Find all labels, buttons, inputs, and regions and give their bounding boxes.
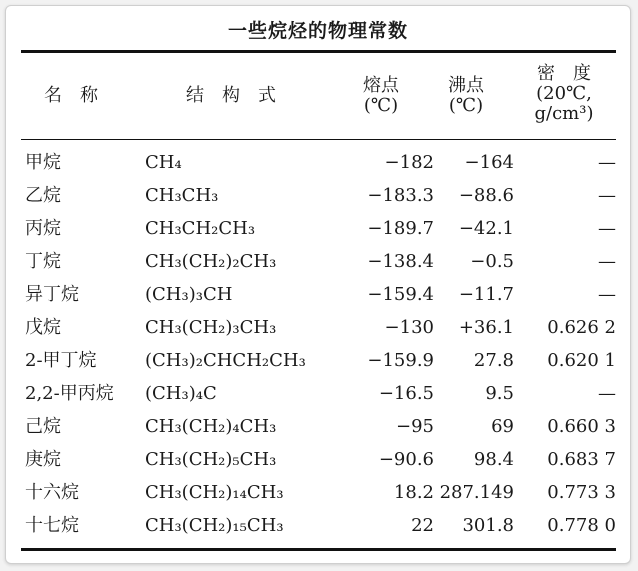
cell-melting: 22 bbox=[411, 515, 434, 536]
cell-formula: CH₄ bbox=[145, 152, 182, 173]
cell-melting: −130 bbox=[384, 317, 434, 338]
table-title: 一些烷烃的物理常数 bbox=[227, 20, 408, 42]
cell-density: — bbox=[598, 251, 616, 272]
cell-boiling: 287.149 bbox=[439, 482, 514, 503]
table-card bbox=[5, 5, 631, 564]
cell-density: 0.778 0 bbox=[547, 515, 616, 536]
cell-density: — bbox=[598, 185, 616, 206]
cell-melting: −90.6 bbox=[378, 449, 434, 470]
cell-formula: (CH₃)₃CH bbox=[145, 284, 233, 305]
table-row bbox=[21, 510, 616, 542]
cell-formula: CH₃(CH₂)₃CH₃ bbox=[145, 317, 277, 338]
cell-name: 十六烷 bbox=[25, 482, 79, 503]
table-row bbox=[21, 147, 616, 179]
cell-density: — bbox=[598, 152, 616, 173]
header-melting-label: 熔点 bbox=[363, 75, 399, 96]
table-row bbox=[21, 477, 616, 509]
cell-melting: −95 bbox=[396, 416, 434, 437]
cell-formula: (CH₃)₄C bbox=[145, 383, 217, 404]
cell-name: 十七烷 bbox=[25, 515, 79, 536]
header-density bbox=[514, 64, 614, 124]
table-row bbox=[21, 378, 616, 410]
top-rule bbox=[21, 50, 616, 53]
cell-name: 甲烷 bbox=[25, 152, 61, 173]
cell-density: 0.660 3 bbox=[547, 416, 616, 437]
header-melting-unit: (℃) bbox=[363, 95, 399, 116]
cell-formula: CH₃(CH₂)₂CH₃ bbox=[145, 251, 277, 272]
cell-boiling: +36.1 bbox=[458, 317, 514, 338]
cell-formula: CH₃CH₂CH₃ bbox=[145, 218, 256, 239]
header-density-unit: g/cm³) bbox=[534, 103, 594, 124]
cell-name: 乙烷 bbox=[25, 185, 61, 206]
cell-density: 0.620 1 bbox=[547, 350, 616, 371]
cell-name: 己烷 bbox=[25, 416, 61, 437]
table-row bbox=[21, 345, 616, 377]
cell-density: — bbox=[598, 284, 616, 305]
cell-formula: (CH₃)₂CHCH₂CH₃ bbox=[145, 350, 306, 371]
cell-name: 异丁烷 bbox=[25, 284, 79, 305]
cell-formula: CH₃(CH₂)₅CH₃ bbox=[145, 449, 277, 470]
cell-density: 0.683 7 bbox=[547, 449, 616, 470]
cell-melting: 18.2 bbox=[393, 482, 434, 503]
header-formula: 结 构 式 bbox=[186, 85, 276, 106]
cell-density: — bbox=[598, 383, 616, 404]
header-boiling-unit: (℃) bbox=[448, 95, 484, 116]
table-row bbox=[21, 411, 616, 443]
cell-name: 丁烷 bbox=[25, 251, 61, 272]
cell-formula: CH₃(CH₂)₁₅CH₃ bbox=[145, 515, 284, 536]
cell-formula: CH₃(CH₂)₁₄CH₃ bbox=[145, 482, 284, 503]
header-melting bbox=[346, 76, 416, 116]
cell-boiling: 69 bbox=[491, 416, 514, 437]
header-boiling-label: 沸点 bbox=[448, 75, 484, 96]
cell-boiling: 9.5 bbox=[485, 383, 514, 404]
cell-melting: −159.9 bbox=[367, 350, 434, 371]
cell-density: 0.773 3 bbox=[547, 482, 616, 503]
cell-melting: −138.4 bbox=[367, 251, 434, 272]
cell-boiling: −0.5 bbox=[470, 251, 514, 272]
table-row bbox=[21, 279, 616, 311]
cell-boiling: 98.4 bbox=[473, 449, 514, 470]
cell-name: 2,2-甲丙烷 bbox=[25, 383, 114, 404]
header-boiling bbox=[431, 76, 501, 116]
table-row bbox=[21, 312, 616, 344]
bottom-rule bbox=[21, 548, 616, 551]
cell-name: 庚烷 bbox=[25, 449, 61, 470]
cell-name: 丙烷 bbox=[25, 218, 61, 239]
cell-melting: −183.3 bbox=[367, 185, 434, 206]
cell-boiling: −164 bbox=[464, 152, 514, 173]
cell-boiling: −11.7 bbox=[458, 284, 514, 305]
cell-formula: CH₃CH₃ bbox=[145, 185, 219, 206]
cell-boiling: −88.6 bbox=[458, 185, 514, 206]
cell-name: 2-甲丁烷 bbox=[25, 350, 97, 371]
table-row bbox=[21, 246, 616, 278]
table-row bbox=[21, 213, 616, 245]
header-density-temp: (20℃, bbox=[536, 83, 592, 104]
cell-density: 0.626 2 bbox=[547, 317, 616, 338]
table-row bbox=[21, 444, 616, 476]
header-rule bbox=[21, 139, 616, 140]
cell-melting: −189.7 bbox=[367, 218, 434, 239]
header-name: 名 称 bbox=[44, 85, 98, 106]
cell-formula: CH₃(CH₂)₄CH₃ bbox=[145, 416, 277, 437]
cell-boiling: 27.8 bbox=[473, 350, 514, 371]
cell-density: — bbox=[598, 218, 616, 239]
cell-boiling: 301.8 bbox=[462, 515, 514, 536]
cell-name: 戊烷 bbox=[25, 317, 61, 338]
cell-melting: −16.5 bbox=[378, 383, 434, 404]
cell-melting: −159.4 bbox=[367, 284, 434, 305]
header-density-label: 密 度 bbox=[537, 63, 591, 84]
cell-boiling: −42.1 bbox=[458, 218, 514, 239]
cell-melting: −182 bbox=[384, 152, 434, 173]
table-row bbox=[21, 180, 616, 212]
